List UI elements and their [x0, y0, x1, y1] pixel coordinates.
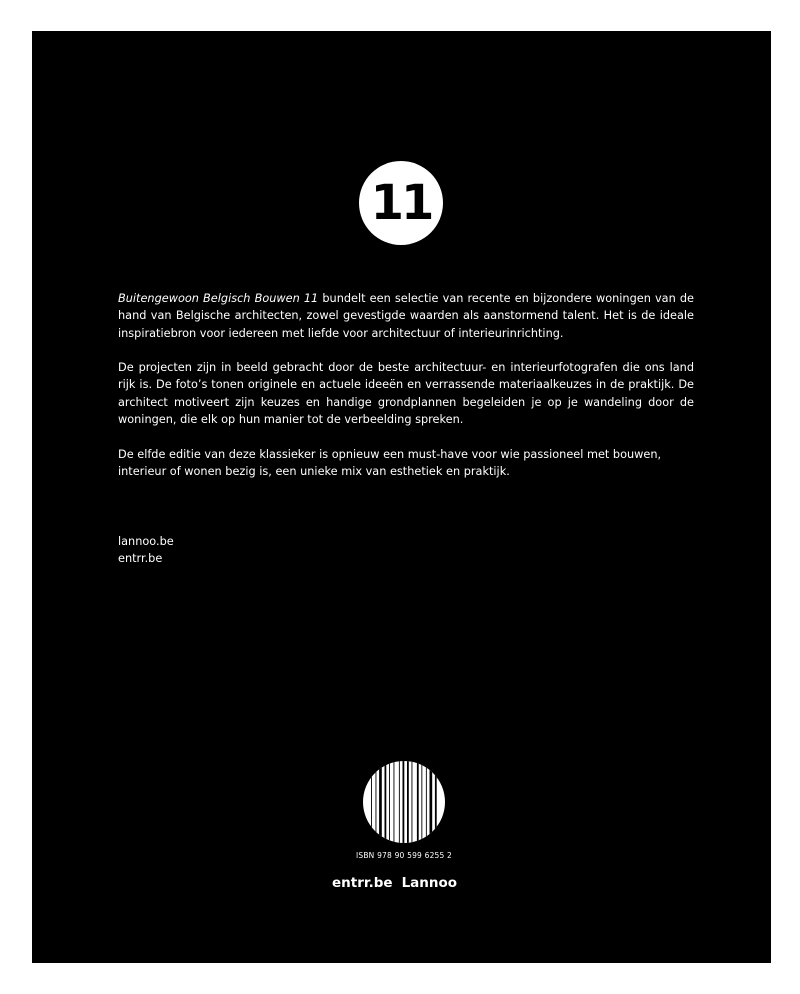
blurb [118, 290, 694, 498]
entrr-logo: entrr.be [332, 875, 393, 891]
blurb-paragraph-2: De projecten zijn in beeld gebracht door de beste architectuur- en interieurfotografen die ons land rijk is. De foto’s tonen originele en actuele ideeën en verrassende materiaalkeuzes in de praktijk. De architect motiveert zijn keuzes en handige grondplannen begeleiden je op je wandeling door de woningen, die elk op hun manier tot de verbeelding spreken. [118, 361, 694, 427]
link-entrr[interactable]: entrr.be [118, 551, 163, 565]
edition-number: 11 [370, 175, 432, 231]
back-cover [32, 31, 771, 963]
link-lannoo[interactable]: lannoo.be [118, 535, 174, 548]
book-title: Buitengewoon Belgisch Bouwen 11 [118, 292, 319, 305]
blurb-paragraph-3: De elfde editie van deze klassieker is opnieuw een must-have voor wie passioneel met bouwen, interieur of wonen bezig is, een unieke mix van esthetiek en praktijk. [118, 447, 662, 478]
barcode-icon [363, 761, 445, 843]
edition-number-badge [359, 161, 443, 245]
publisher-logos [332, 875, 482, 891]
blurb-paragraph-1-text: bundelt een selectie van recente en bijzondere woningen van de hand van Belgische architecten, zowel gevestigde waarden als aanstormend talent. Het is de ideale inspiratiebron voor iedereen met liefde voor architectuur of interieurinrichting. [118, 292, 694, 340]
blurb-paragraph-1 [118, 290, 694, 342]
website-links [118, 534, 174, 567]
lannoo-logo: Lannoo [401, 875, 458, 891]
isbn-number: ISBN 978 90 599 6255 2 [355, 851, 453, 860]
